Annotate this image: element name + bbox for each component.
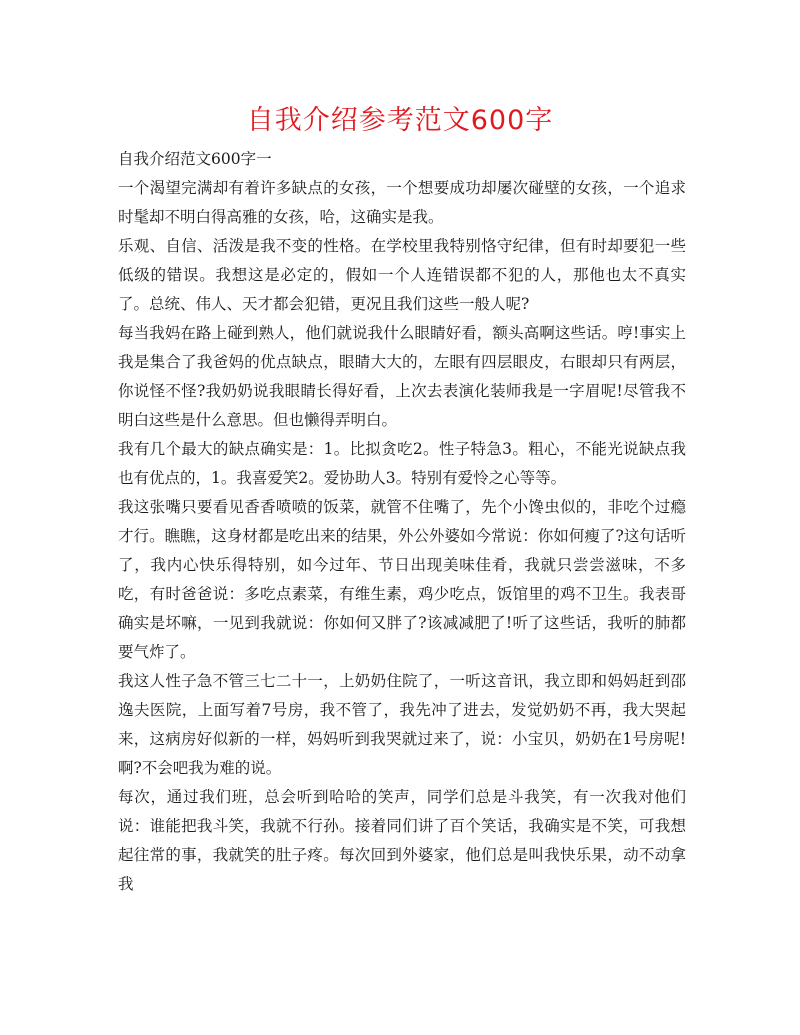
paragraph: 每次，通过我们班，总会听到哈哈的笑声，同学们总是斗我笑，有一次我对他们说：谁能把我斗笑，我就不行孙。接着同们讲了百个笑话，我确实是不笑，可我想起往常的事，我就笑的肚子疼。每次回到外婆家，他们总是叫我快乐果，动不动拿我 xyxy=(118,788,686,893)
paragraph: 每当我妈在路上碰到熟人，他们就说我什么眼睛好看，额头高啊这些话。哼!事实上我是集合了我爸妈的优点缺点，眼睛大大的，左眼有四层眼皮，右眼却只有两层，你说怪不怪?我奶奶说我眼睛长得好看，上次去表演化装师我是一字眉呢!尽管我不明白这些是什么意思。但也懒得弄明白。 xyxy=(118,324,686,429)
paragraph: 乐观、自信、活泼是我不变的性格。在学校里我特别恪守纪律，但有时却要犯一些低级的错误。我想这是必定的，假如一个人连错误都不犯的人，那他也太不真实了。总统、伟人、天才都会犯错，更况且我们这些一般人呢? xyxy=(118,237,686,313)
paragraph: 一个渴望完满却有着许多缺点的女孩，一个想要成功却屡次碰壁的女孩，一个追求时髦却不明白得高雅的女孩，哈，这确实是我。 xyxy=(118,179,686,226)
document-title: 自我介绍参考范文600字 xyxy=(246,105,554,136)
section-heading: 自我介绍范文600字一 xyxy=(118,150,272,168)
paragraph: 我这人性子急不管三七二十一，上奶奶住院了，一听这音讯，我立即和妈妈赶到邵逸夫医院，上面写着7号房，我不管了，我先冲了进去，发觉奶奶不再，我大哭起来，这病房好似新的一样，妈妈听到我哭就过来了，说：小宝贝，奶奶在1号房呢!啊?不会吧我为难的说。 xyxy=(118,672,686,777)
paragraph: 我这张嘴只要看见香香喷喷的饭菜，就管不住嘴了，先个小馋虫似的，非吃个过瘾才行。瞧瞧，这身材都是吃出来的结果，外公外婆如今常说：你如何瘦了?这句话听了，我内心快乐得特别，如今过年、节日出现美味佳肴，我就只尝尝滋味，不多吃，有时爸爸说：多吃点素菜，有维生素，鸡少吃点，饭馆里的鸡不卫生。我表哥确实是坏嘛，一见到我就说：你如何又胖了?该减减肥了!听了这些话，我听的肺都要气炸了。 xyxy=(118,498,686,661)
document-body xyxy=(118,145,686,899)
paragraph: 我有几个最大的缺点确实是：1。比拟贪吃2。性子特急3。粗心，不能光说缺点我也有优点的，1。我喜爱笑2。爱协助人3。特别有爱怜之心等等。 xyxy=(118,440,686,487)
